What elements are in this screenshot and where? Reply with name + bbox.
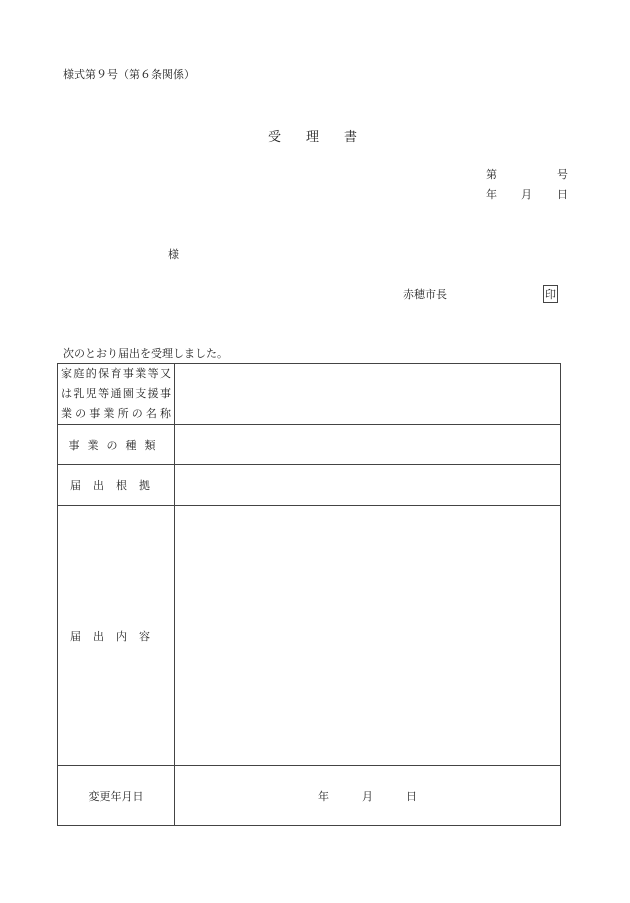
- label-line: 業の事業所の名称: [61, 407, 171, 420]
- table-row: [58, 506, 561, 766]
- change-year: 年: [318, 789, 329, 803]
- table-row: [58, 766, 561, 826]
- change-day: 日: [406, 789, 417, 803]
- number-suffix: 号: [557, 168, 568, 181]
- basis-field[interactable]: [175, 465, 561, 506]
- change-month: 月: [362, 789, 373, 803]
- notification-table: [57, 363, 561, 826]
- date-year: 年: [486, 188, 497, 201]
- facility-name-label: [58, 364, 175, 425]
- date-month: 月: [521, 188, 532, 201]
- label-line: 家庭的保育事業等又: [61, 367, 171, 380]
- seal-mark: 印: [543, 285, 558, 303]
- content-label: 届出内容: [58, 506, 175, 766]
- business-type-field[interactable]: [175, 425, 561, 465]
- basis-label: 届出根拠: [58, 465, 175, 506]
- issuer: 赤穂市長: [403, 288, 447, 301]
- intro-text: 次のとおり届出を受理しました。: [63, 347, 228, 360]
- table-row: [58, 364, 561, 425]
- label-line: は乳児等通園支援事: [61, 387, 171, 400]
- content-field[interactable]: [175, 506, 561, 766]
- form-number: 様式第９号（第６条関係）: [63, 68, 195, 81]
- date-day: 日: [557, 188, 568, 201]
- document-title: 受 理 書: [268, 130, 364, 145]
- table-row: [58, 425, 561, 465]
- business-type-label: 事業の種類: [58, 425, 175, 465]
- number-prefix: 第: [486, 168, 497, 181]
- facility-name-field[interactable]: [175, 364, 561, 425]
- change-date-field[interactable]: [175, 766, 561, 826]
- addressee-suffix: 様: [168, 248, 179, 261]
- change-date-label: 変更年月日: [58, 766, 175, 826]
- table-row: [58, 465, 561, 506]
